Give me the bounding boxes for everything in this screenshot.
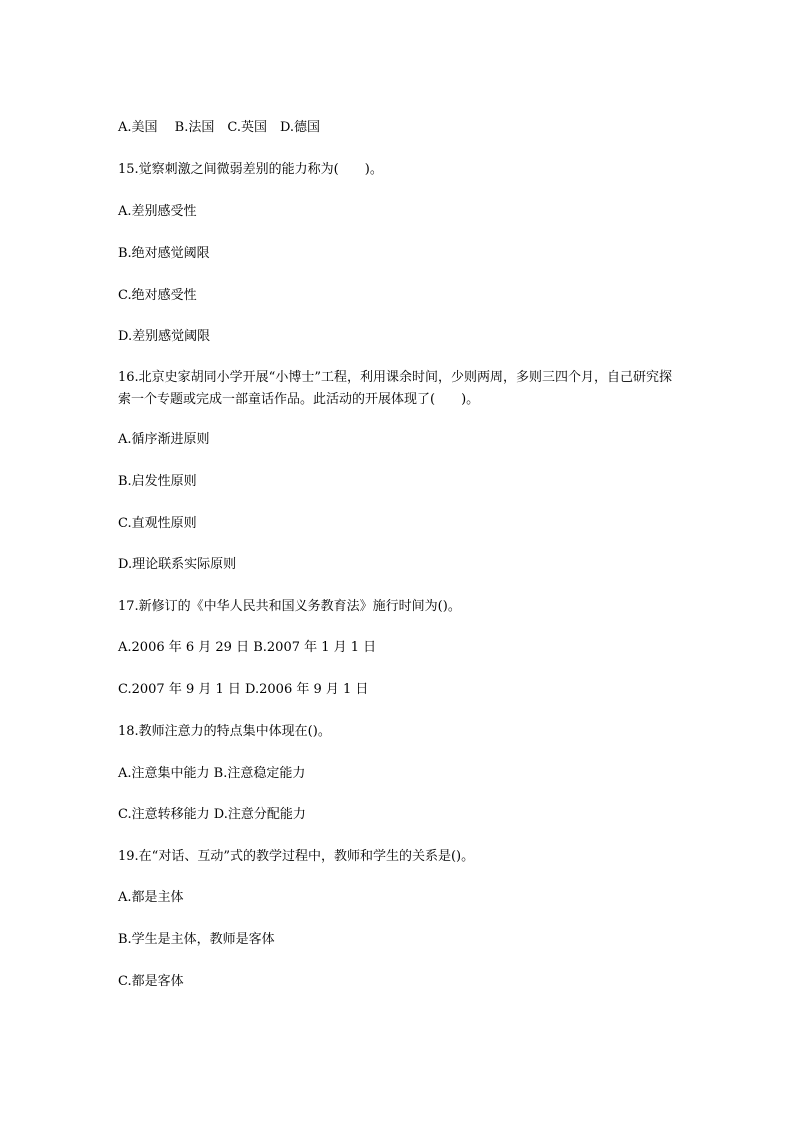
q16-option-a: A.循序渐进原则: [118, 432, 210, 447]
q18-question: 18.教师注意力的特点集中体现在()。: [118, 724, 331, 739]
q15-option-b: B.绝对感觉阈限: [118, 246, 210, 261]
q15-question: 15.觉察刺激之间微弱差别的能力称为( )。: [118, 162, 383, 177]
q19-option-b: B.学生是主体，教师是客体: [118, 932, 275, 947]
q15-option-d: D.差别感觉阈限: [118, 329, 211, 344]
q17-options-cd: C.2007 年 9 月 1 日 D.2006 年 9 月 1 日: [118, 682, 369, 697]
q17-options-ab: A.2006 年 6 月 29 日 B.2007 年 1 月 1 日: [118, 640, 377, 655]
q16-option-c: C.直观性原则: [118, 516, 197, 531]
q18-options-cd: C.注意转移能力 D.注意分配能力: [118, 807, 306, 822]
q15-option-c: C.绝对感受性: [118, 288, 197, 303]
q19-question: 19.在“对话、互动”式的教学过程中，教师和学生的关系是()。: [118, 849, 475, 864]
q14-options: A.美国 B.法国 C.英国 D.德国: [118, 120, 321, 135]
q19-option-a: A.都是主体: [118, 890, 184, 905]
q17-question: 17.新修订的《中华人民共和国义务教育法》施行时间为()。: [118, 599, 461, 614]
q16-question: 16.北京史家胡同小学开展“小博士”工程，利用课余时间，少则两周，多则三四个月，自己研究探索一个专题或完成一部童话作品。此活动的开展体现了( )。: [118, 370, 672, 407]
q19-option-c: C.都是客体: [118, 974, 184, 989]
q16-option-d: D.理论联系实际原则: [118, 557, 237, 572]
q16-option-b: B.启发性原则: [118, 474, 197, 489]
q18-options-ab: A.注意集中能力 B.注意稳定能力: [118, 766, 306, 781]
q15-option-a: A.差别感受性: [118, 204, 197, 219]
